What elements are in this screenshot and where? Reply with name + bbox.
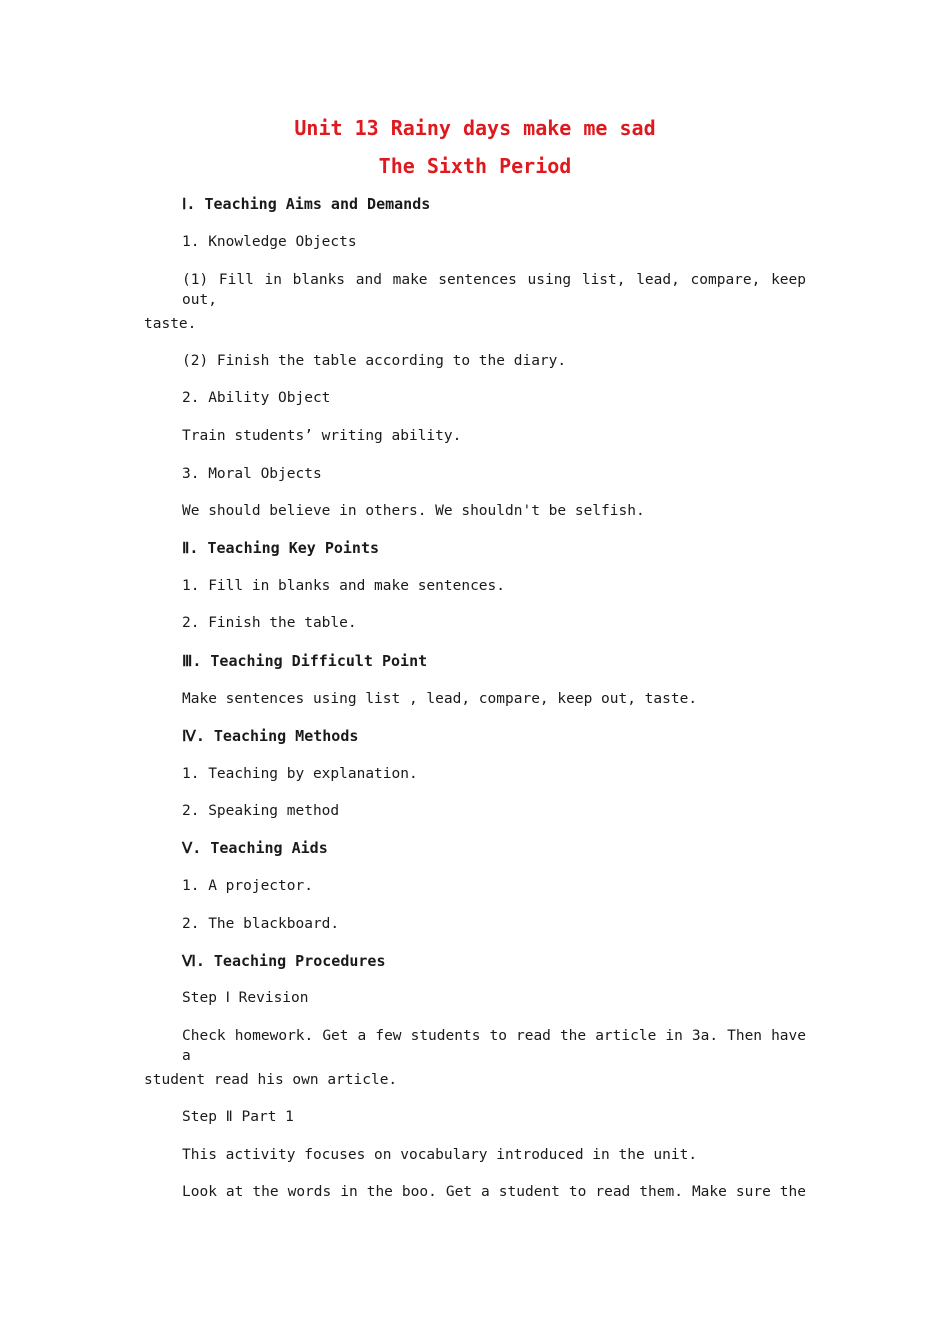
- ability-object-label: 2. Ability Object: [182, 390, 331, 406]
- step-1-label: Step Ⅰ Revision: [182, 990, 309, 1006]
- key-point-2: 2. Finish the table.: [182, 615, 357, 631]
- document-title: Unit 13 Rainy days make me sad: [294, 116, 656, 140]
- step-1-text: Check homework. Get a few students to read the article in 3a. Then have a: [182, 1028, 806, 1064]
- heading-teaching-aids: Ⅴ. Teaching Aids: [182, 839, 328, 857]
- aid-1: 1. A projector.: [182, 878, 313, 894]
- step-1-text-cont: student read his own article.: [144, 1072, 398, 1088]
- method-1: 1. Teaching by explanation.: [182, 766, 418, 782]
- aid-2: 2. The blackboard.: [182, 916, 340, 932]
- step-2-text: This activity focuses on vocabulary introduced in the unit.: [182, 1147, 698, 1163]
- ability-object-text: Train students’ writing ability.: [182, 428, 462, 444]
- moral-objects-label: 3. Moral Objects: [182, 466, 322, 482]
- heading-difficult-point: Ⅲ. Teaching Difficult Point: [182, 652, 428, 670]
- heading-key-points: Ⅱ. Teaching Key Points: [182, 539, 380, 557]
- key-point-1: 1. Fill in blanks and make sentences.: [182, 578, 506, 594]
- heading-teaching-methods: Ⅳ. Teaching Methods: [182, 727, 359, 745]
- method-2: 2. Speaking method: [182, 803, 340, 819]
- knowledge-item-1-cont: taste.: [144, 316, 197, 332]
- knowledge-item-1: (1) Fill in blanks and make sentences using list, lead, compare, keep out,: [182, 272, 806, 308]
- moral-objects-text: We should believe in others. We shouldn't be selfish.: [182, 503, 645, 519]
- heading-teaching-procedures: Ⅵ. Teaching Procedures: [182, 952, 386, 970]
- step-2-label: Step Ⅱ Part 1: [182, 1109, 294, 1125]
- step-2-text-2: Look at the words in the boo. Get a student to read them. Make sure the: [182, 1184, 806, 1200]
- difficult-point-text: Make sentences using list , lead, compare, keep out, taste.: [182, 691, 698, 707]
- heading-teaching-aims: Ⅰ. Teaching Aims and Demands: [182, 195, 431, 213]
- knowledge-item-2: (2) Finish the table according to the diary.: [182, 353, 567, 369]
- document-subtitle: The Sixth Period: [378, 154, 572, 178]
- knowledge-objects-label: 1. Knowledge Objects: [182, 234, 357, 250]
